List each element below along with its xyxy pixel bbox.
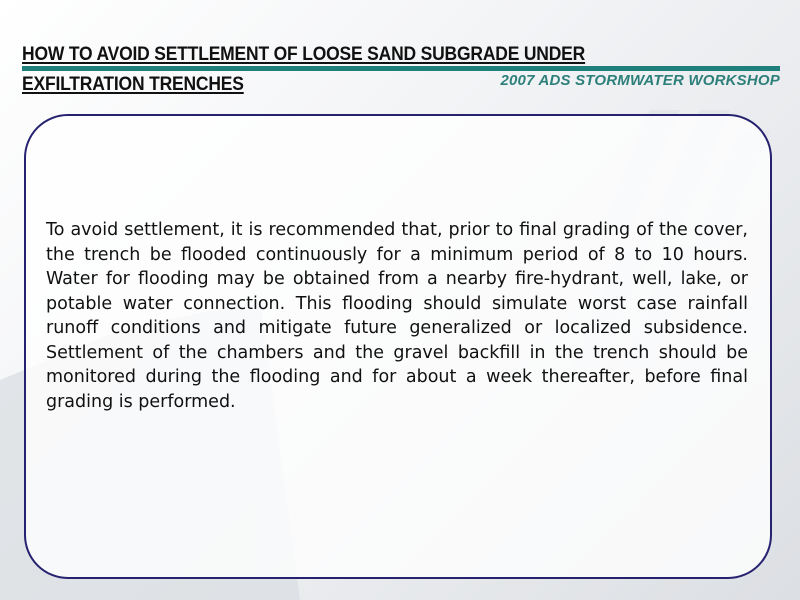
slide-title-line-2: EXFILTRATION TRENCHES xyxy=(22,74,244,95)
workshop-label: 2007 ADS STORMWATER WORKSHOP xyxy=(500,72,780,89)
title-divider-rule xyxy=(22,66,780,71)
body-paragraph: To avoid settlement, it is recommended that, prior to final grading of the cover, the trench be flooded continuously for a minimum period of 8 to 10 hours. Water for flooding may be obtained from a nearby fire-hydrant, well, lake, or potable water connection. This flooding should simulate worst case rainfall runoff conditions and mitigate future generalized or localized subsidence. Settlement of the chambers and the gravel backfill in the trench should be monitored during the flooding and for about a week thereafter, before final grading is performed. xyxy=(46,220,748,412)
slide-title-line-1: HOW TO AVOID SETTLEMENT OF LOOSE SAND SUBGRADE UNDER xyxy=(22,44,586,65)
